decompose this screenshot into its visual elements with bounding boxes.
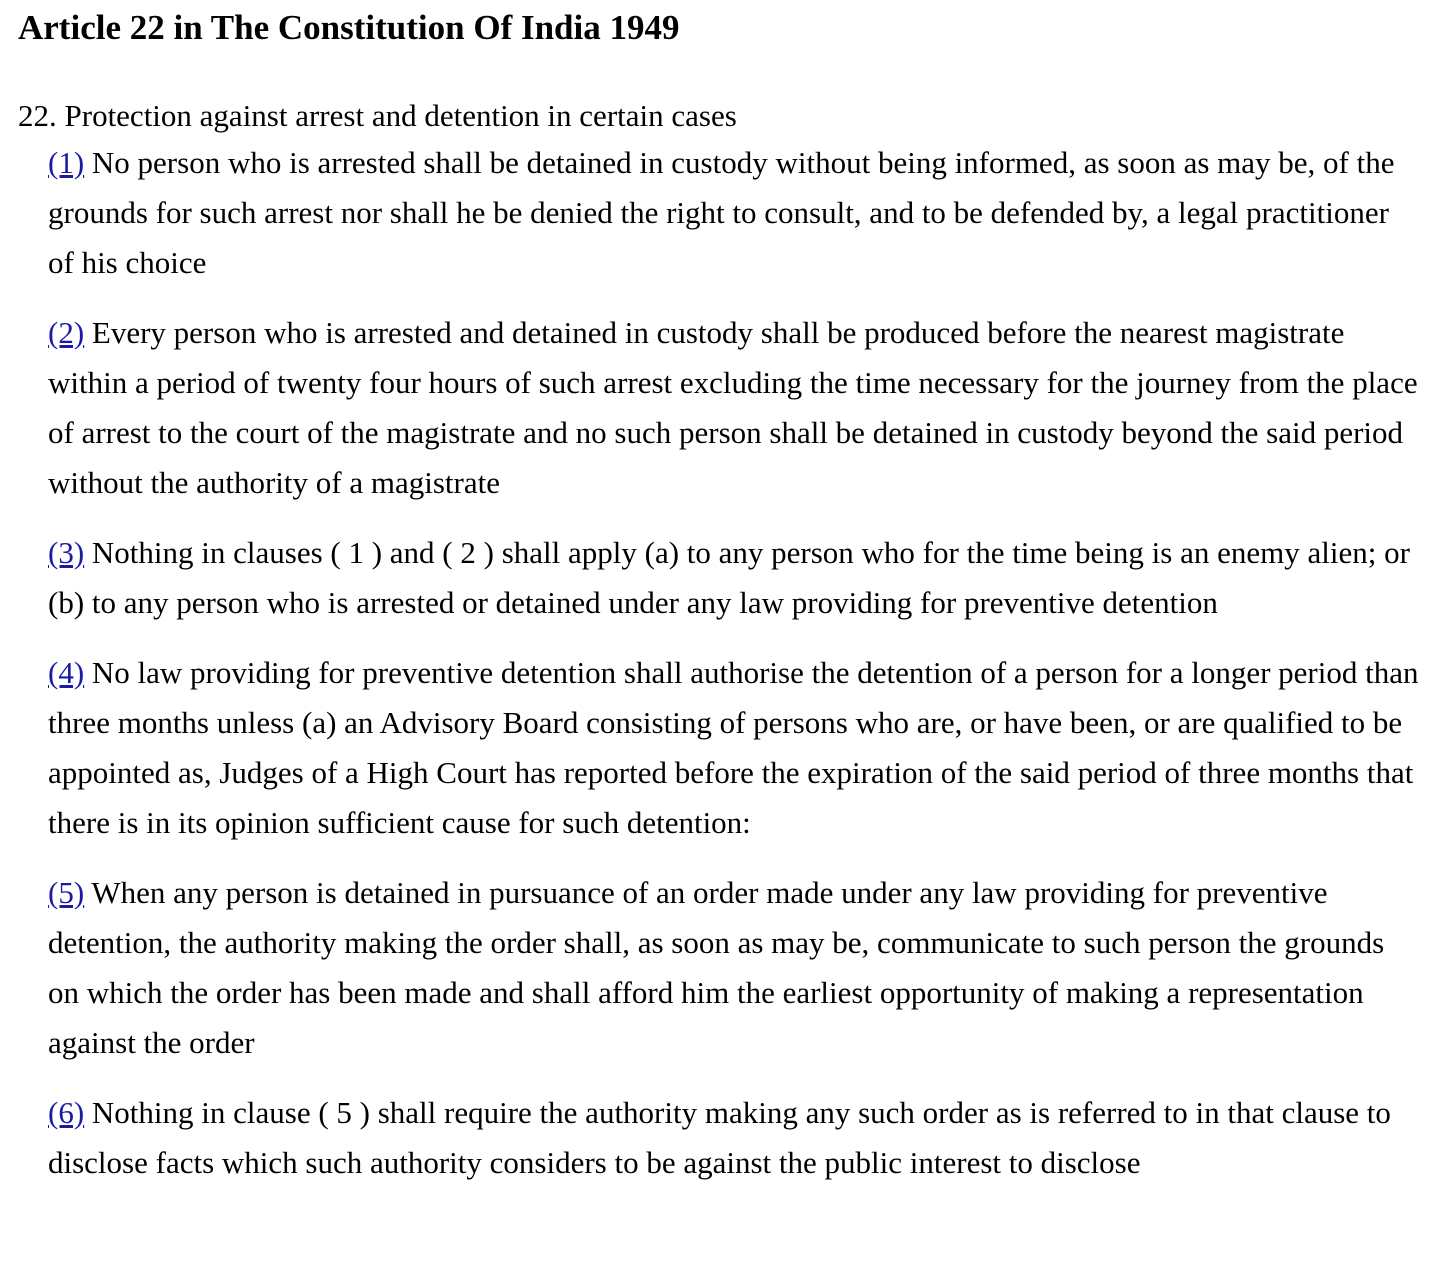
clause-6-text: Nothing in clause ( 5 ) shall require the authority making any such order as is referred to in that clause to disclose facts which such authority considers to be against the public interest to disclose xyxy=(48,1095,1391,1180)
clause-1-text: No person who is arrested shall be detained in custody without being informed, as soon as may be, of the grounds for such arrest nor shall he be denied the right to consult, and to be defended by, a legal practitioner of his choice xyxy=(48,145,1395,280)
page-title: Article 22 in The Constitution Of India 1949 xyxy=(18,8,680,47)
clause-3-text: Nothing in clauses ( 1 ) and ( 2 ) shall apply (a) to any person who for the time being is an enemy alien; or (b) to any person who is arrested or detained under any law providing for preventive detention xyxy=(48,535,1410,620)
clause-3 xyxy=(48,528,1420,628)
clause-6 xyxy=(48,1088,1420,1188)
clause-5 xyxy=(48,868,1420,1068)
clause-1-link[interactable]: (1) xyxy=(48,145,85,180)
clause-5-text: When any person is detained in pursuance of an order made under any law providing for preventive detention, the authority making the order shall, as soon as may be, communicate to such person the grounds on which the order has been made and shall afford him the earliest opportunity of making a representation against the order xyxy=(48,875,1385,1060)
clause-5-link[interactable]: (5) xyxy=(48,875,85,910)
clause-list xyxy=(18,138,1420,1188)
clause-2 xyxy=(48,308,1420,508)
clause-1 xyxy=(48,138,1420,288)
clause-4-text: No law providing for preventive detention shall authorise the detention of a person for a longer period than three months unless (a) an Advisory Board consisting of persons who are, or have been, or are qualified to be appointed as, Judges of a High Court has reported before the expiration of the said period of three months that there is in its opinion sufficient cause for such detention: xyxy=(48,655,1419,840)
clause-3-link[interactable]: (3) xyxy=(48,535,85,570)
document-page xyxy=(0,8,1438,1188)
clause-2-text: Every person who is arrested and detained in custody shall be produced before the nearest magistrate within a period of twenty four hours of such arrest excluding the time necessary for the journey from the place of arrest to the court of the magistrate and no such person shall be detained in custody beyond the said period without the authority of a magistrate xyxy=(48,315,1418,500)
section-title: 22. Protection against arrest and detention in certain cases xyxy=(18,98,737,133)
clause-2-link[interactable]: (2) xyxy=(48,315,85,350)
clause-4 xyxy=(48,648,1420,848)
clause-6-link[interactable]: (6) xyxy=(48,1095,85,1130)
clause-4-link[interactable]: (4) xyxy=(48,655,85,690)
